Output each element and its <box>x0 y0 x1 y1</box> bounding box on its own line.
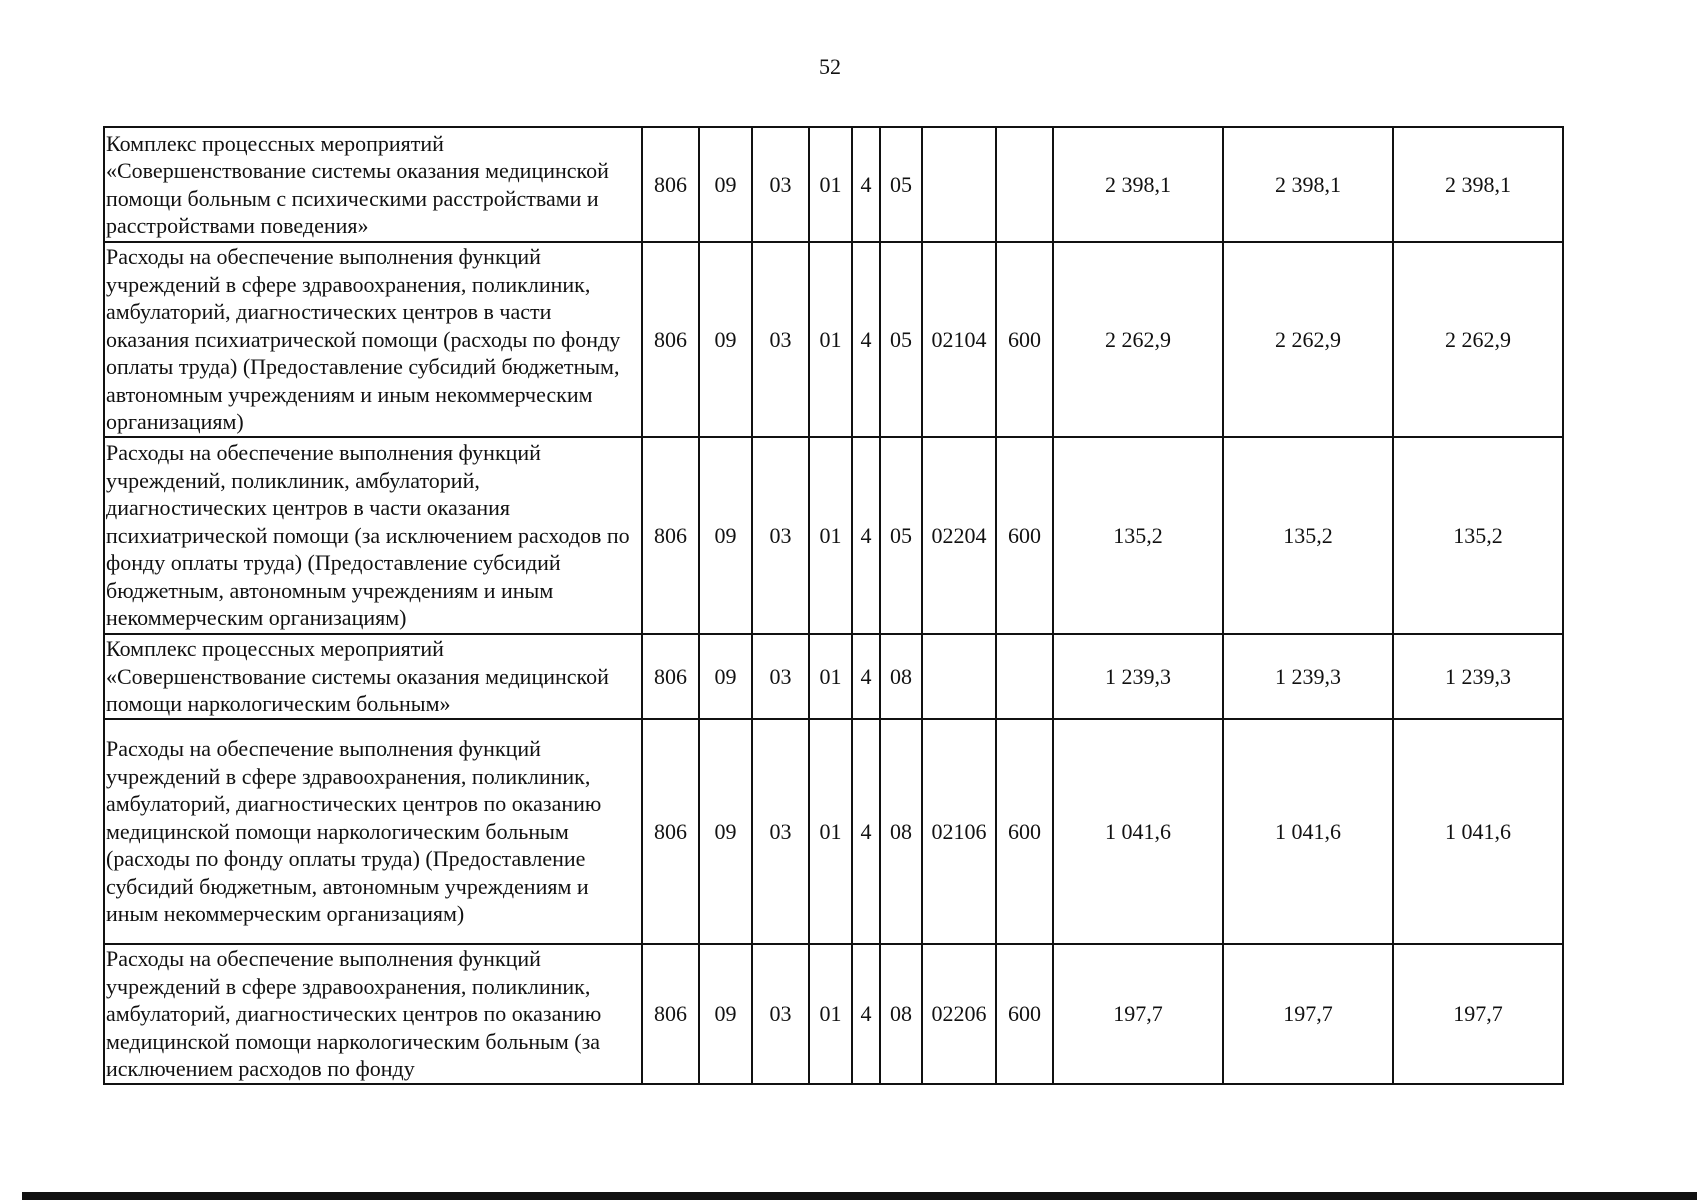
amount-year3: 2 398,1 <box>1393 127 1563 242</box>
amount-year2: 135,2 <box>1223 437 1393 634</box>
target-article-part1: 01 <box>809 242 852 437</box>
row-description: Расходы на обеспечение выполнения функций учреждений, поликлиник, амбулаторий, диагностических центров в части оказания психиатрической помощи (за исключением расходов по фонду оплаты труда) (Предоставление субсидий бюджетным, автономным учреждениям и иным некоммерческим организациям) <box>104 437 642 634</box>
target-article-part2: 4 <box>852 634 880 719</box>
budget-table <box>103 126 1564 1085</box>
amount-year3: 1 041,6 <box>1393 719 1563 944</box>
target-article-part3: 05 <box>880 242 922 437</box>
target-article-part1: 01 <box>809 437 852 634</box>
row-description: Комплекс процессных мероприятий «Совершенствование системы оказания медицинской помощи наркологическим больным» <box>104 634 642 719</box>
amount-year2: 197,7 <box>1223 944 1393 1084</box>
section-code: 09 <box>699 127 752 242</box>
target-article-part3: 08 <box>880 719 922 944</box>
amount-year2: 2 398,1 <box>1223 127 1393 242</box>
target-article-part4 <box>922 634 996 719</box>
target-article-part3: 08 <box>880 634 922 719</box>
amount-year1: 2 262,9 <box>1053 242 1223 437</box>
ved-code: 806 <box>642 719 699 944</box>
target-article-part2: 4 <box>852 944 880 1084</box>
amount-year2: 1 041,6 <box>1223 719 1393 944</box>
amount-year3: 1 239,3 <box>1393 634 1563 719</box>
expense-type-code: 600 <box>996 242 1053 437</box>
expense-type-code <box>996 634 1053 719</box>
page-number: 52 <box>819 54 841 79</box>
section-code: 09 <box>699 634 752 719</box>
table-row <box>104 437 1563 634</box>
amount-year1: 1 041,6 <box>1053 719 1223 944</box>
target-article-part4 <box>922 127 996 242</box>
amount-year3: 2 262,9 <box>1393 242 1563 437</box>
row-description: Комплекс процессных мероприятий «Совершенствование системы оказания медицинской помощи больным с психическими расстройствами и расстройствами поведения» <box>104 127 642 242</box>
ved-code: 806 <box>642 437 699 634</box>
ved-code: 806 <box>642 944 699 1084</box>
target-article-part4: 02204 <box>922 437 996 634</box>
subsection-code: 03 <box>752 944 809 1084</box>
target-article-part2: 4 <box>852 437 880 634</box>
amount-year2: 1 239,3 <box>1223 634 1393 719</box>
table-row <box>104 127 1563 242</box>
target-article-part2: 4 <box>852 719 880 944</box>
target-article-part1: 01 <box>809 719 852 944</box>
row-description: Расходы на обеспечение выполнения функций учреждений в сфере здравоохранения, поликлиник, амбулаторий, диагностических центров по оказанию медицинской помощи наркологическим больным (за исключением расходов по фонду <box>104 944 642 1084</box>
target-article-part4: 02106 <box>922 719 996 944</box>
amount-year2: 2 262,9 <box>1223 242 1393 437</box>
target-article-part2: 4 <box>852 242 880 437</box>
subsection-code: 03 <box>752 719 809 944</box>
target-article-part3: 08 <box>880 944 922 1084</box>
subsection-code: 03 <box>752 634 809 719</box>
amount-year3: 135,2 <box>1393 437 1563 634</box>
ved-code: 806 <box>642 127 699 242</box>
amount-year1: 2 398,1 <box>1053 127 1223 242</box>
subsection-code: 03 <box>752 242 809 437</box>
table-row <box>104 719 1563 944</box>
expense-type-code <box>996 127 1053 242</box>
row-description: Расходы на обеспечение выполнения функций учреждений в сфере здравоохранения, поликлиник, амбулаторий, диагностических центров по оказанию медицинской помощи наркологическим больным (расходы по фонду оплаты труда) (Предоставление субсидий бюджетным, автономным учреждениям и иным некоммерческим организациям) <box>104 719 642 944</box>
target-article-part1: 01 <box>809 634 852 719</box>
section-code: 09 <box>699 242 752 437</box>
target-article-part3: 05 <box>880 127 922 242</box>
target-article-part2: 4 <box>852 127 880 242</box>
amount-year3: 197,7 <box>1393 944 1563 1084</box>
section-code: 09 <box>699 437 752 634</box>
bottom-border-bar <box>22 1192 1697 1200</box>
section-code: 09 <box>699 944 752 1084</box>
section-code: 09 <box>699 719 752 944</box>
subsection-code: 03 <box>752 437 809 634</box>
target-article-part4: 02206 <box>922 944 996 1084</box>
target-article-part4: 02104 <box>922 242 996 437</box>
table-row <box>104 242 1563 437</box>
target-article-part1: 01 <box>809 127 852 242</box>
amount-year1: 197,7 <box>1053 944 1223 1084</box>
expense-type-code: 600 <box>996 944 1053 1084</box>
target-article-part3: 05 <box>880 437 922 634</box>
table-row <box>104 944 1563 1084</box>
amount-year1: 135,2 <box>1053 437 1223 634</box>
ved-code: 806 <box>642 242 699 437</box>
table-row <box>104 634 1563 719</box>
amount-year1: 1 239,3 <box>1053 634 1223 719</box>
subsection-code: 03 <box>752 127 809 242</box>
ved-code: 806 <box>642 634 699 719</box>
expense-type-code: 600 <box>996 437 1053 634</box>
expense-type-code: 600 <box>996 719 1053 944</box>
row-description: Расходы на обеспечение выполнения функций учреждений в сфере здравоохранения, поликлиник, амбулаторий, диагностических центров в части оказания психиатрической помощи (расходы по фонду оплаты труда) (Предоставление субсидий бюджетным, автономным учреждениям и иным некоммерческим организациям) <box>104 242 642 437</box>
target-article-part1: 01 <box>809 944 852 1084</box>
